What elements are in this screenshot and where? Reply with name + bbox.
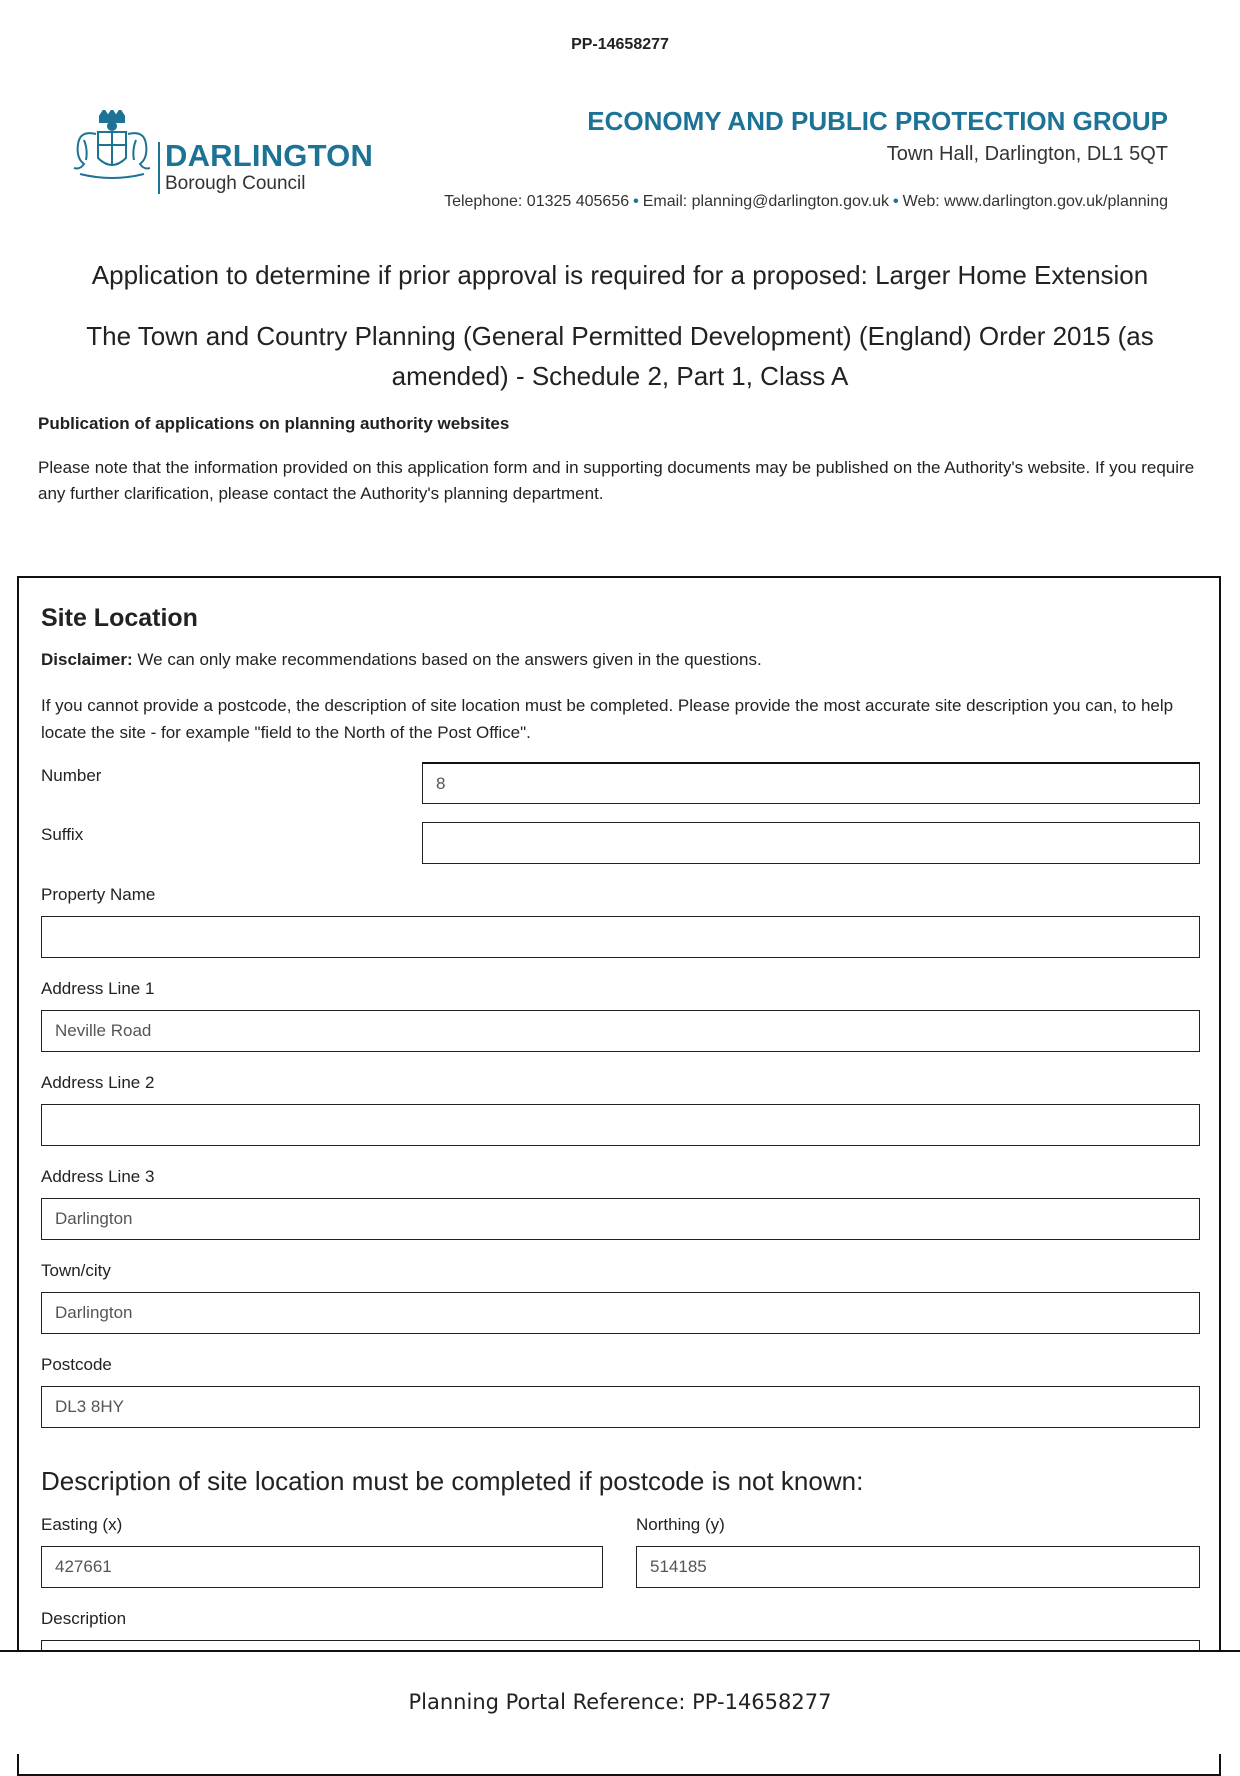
telephone: Telephone: 01325 405656 [444,193,630,210]
separator-icon: • [633,193,639,210]
org-address: Town Hall, Darlington, DL1 5QT [886,143,1168,165]
email-link[interactable]: Email: planning@darlington.gov.uk [642,193,890,210]
page-subtitle: The Town and Country Planning (General Permitted Development) (England) Order 2015 (as amended) - Schedule 2, Part 1, Class A [86,321,1154,391]
site-location-panel [17,576,1221,1776]
section-title: Site Location [41,604,198,632]
separator-icon: • [893,193,899,210]
number-label: Number [41,766,102,785]
northing-label: Northing (y) [636,1515,725,1534]
description-heading: Description of site location must be completed if postcode is not known: [41,1466,864,1496]
town-city-field[interactable]: Darlington [41,1292,1200,1334]
address-line-1-label: Address Line 1 [41,979,155,998]
address-line-1-field[interactable]: Neville Road [41,1010,1200,1052]
address-line-2-field[interactable] [41,1104,1200,1146]
org-contact [444,193,1168,211]
disclaimer-label: Disclaimer: [41,650,133,669]
publication-heading: Publication of applications on planning authority websites [38,414,510,433]
description-label: Description [41,1609,127,1628]
number-field[interactable]: 8 [422,762,1200,804]
postcode-label: Postcode [41,1355,112,1374]
council-logo [70,110,390,195]
web-link[interactable]: Web: www.darlington.gov.uk/planning [902,193,1168,210]
reference-number: PP-14658277 [571,36,669,53]
disclaimer-text: We can only make recommendations based on the answers given in the questions. [137,650,762,669]
logo-divider [158,142,160,194]
disclaimer [41,650,762,670]
footer-reference: Planning Portal Reference: PP-14658277 [408,1690,832,1714]
footer-divider [0,1650,1240,1652]
coat-of-arms-icon [70,110,150,195]
easting-field[interactable]: 427661 [41,1546,603,1588]
logo-name: DARLINGTON [165,138,374,173]
property-name-label: Property Name [41,885,156,904]
suffix-field[interactable] [422,822,1200,864]
address-line-2-label: Address Line 2 [41,1073,155,1092]
northing-field[interactable]: 514185 [636,1546,1200,1588]
publication-body: Please note that the information provided on this application form and in supporting documents may be published on the Authority's website. If you require any further clarification, please contact the Authority's planning department. [38,458,1195,503]
property-name-field[interactable] [41,916,1200,958]
site-location-intro: If you cannot provide a postcode, the description of site location must be completed. Please provide the most accurate site description you can, to help locate the site - for example "field to the North of the Post Office". [41,696,1174,742]
page-title: Application to determine if prior approval is required for a proposed: Larger Home Extension [91,260,1149,290]
suffix-label: Suffix [41,825,84,844]
address-line-3-label: Address Line 3 [41,1167,155,1186]
easting-label: Easting (x) [41,1515,123,1534]
org-title: ECONOMY AND PUBLIC PROTECTION GROUP [587,106,1168,136]
logo-subtitle: Borough Council [165,173,306,194]
town-city-label: Town/city [41,1261,111,1280]
postcode-field[interactable]: DL3 8HY [41,1386,1200,1428]
address-line-3-field[interactable]: Darlington [41,1198,1200,1240]
